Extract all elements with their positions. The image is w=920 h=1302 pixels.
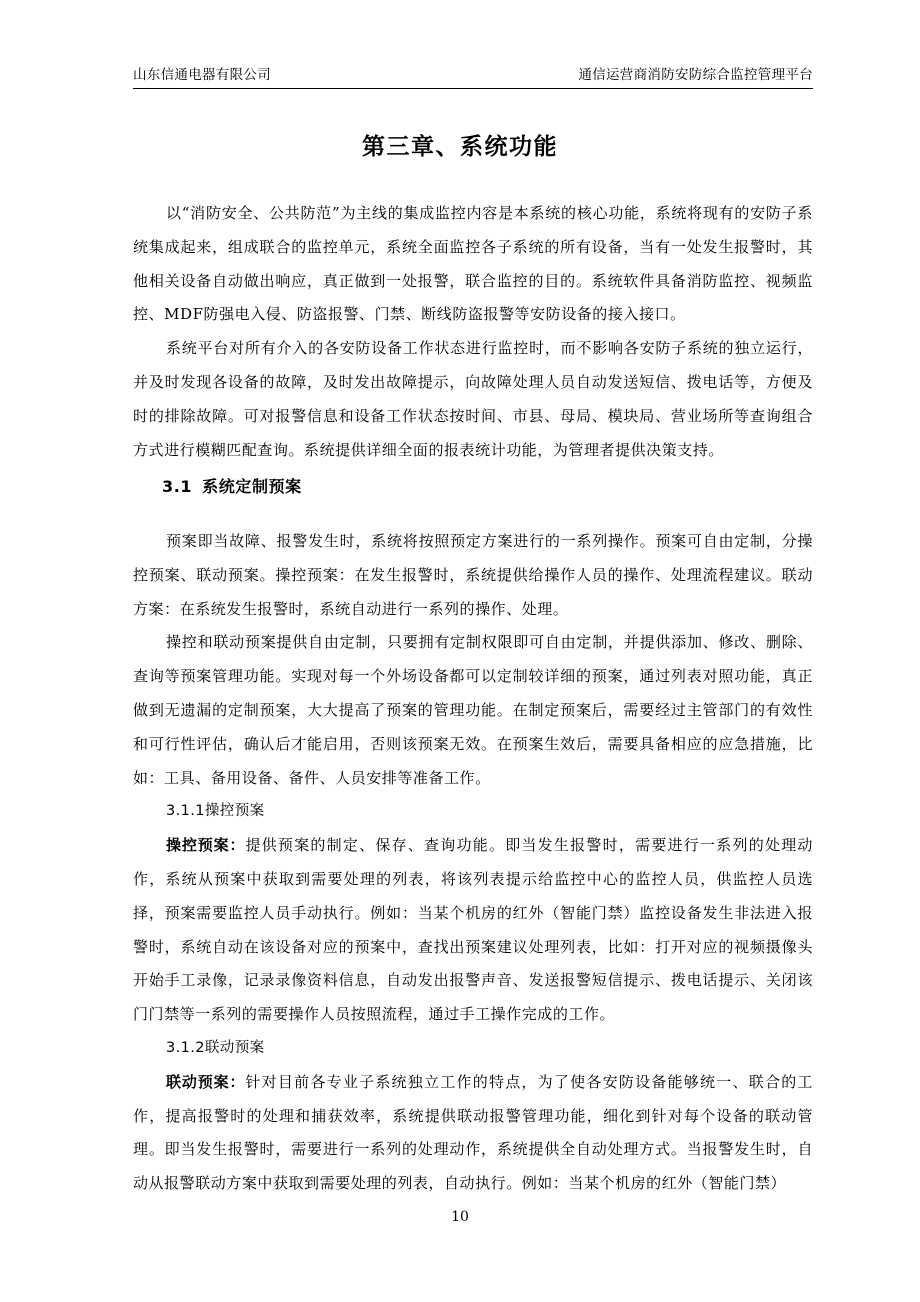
intro-paragraph-1: 以“消防安全、公共防范”为主线的集成监控内容是本系统的核心功能，系统将现有的安防子系统集成起来，组成联合的监控单元，系统全面监控各子系统的所有设备，当有一处发生报警时，其他相关设备自动做出响应，真正做到一处报警，联合监控的目的。系统软件具备消防监控、视频监控、MDF防强电入侵、防盗报警、门禁、断线防盗报警等安防设备的接入接口。 [133, 204, 813, 324]
section-3-1-1-lead: 操控预案： [166, 836, 246, 855]
section-3-1-title: 系统定制预案 [202, 477, 302, 496]
section-3-1-2-paragraph [133, 1066, 813, 1201]
section-3-1-paragraph-2: 操控和联动预案提供自由定制，只要拥有定制权限即可自由定制，并提供添加、修改、删除、查询等预案管理功能。实现对每一个外场设备都可以定制较详细的预案，通过列表对照功能，真正做到无遗漏的定制预案，大大提高了预案的管理功能。在制定预案后，需要经过主管部门的有效性和可行性评估，确认后才能启用，否则该预案无效。在预案生效后，需要具备相应的应急措施，比如：工具、备用设备、备件、人员安排等准备工作。 [133, 633, 813, 787]
section-3-1-number: 3.1 [162, 477, 193, 496]
header-doc-title: 通信运营商消防安防综合监控管理平台 [578, 67, 813, 83]
section-3-1-2-text: 针对目前各专业子系统独立工作的特点，为了使各安防设备能够统一、联合的工作，提高报警时的处理和捕获效率，系统提供联动报警管理功能，细化到针对每个设备的联动管理。即当发生报警时，需要进行一系列的处理动作，系统提供全自动处理方式。当报警发生时，自动从报警联动方案中获取到需要处理的列表，自动执行。例如：当某个机房的红外（智能门禁） [133, 1072, 813, 1193]
section-3-1-2-lead: 联动预案： [166, 1072, 246, 1091]
header-rule [133, 88, 813, 89]
chapter-title: 第三章、系统功能 [362, 134, 558, 160]
intro-paragraph-2: 系统平台对所有介入的各安防设备工作状态进行监控时，而不影响各安防子系统的独立运行，并及时发现各设备的故障，及时发出故障提示，向故障处理人员自动发送短信、拨电话等，方便及时的排除故障。可对报警信息和设备工作状态按时间、市县、母局、模块局、营业场所等查询组合方式进行模糊匹配查询。系统提供详细全面的报表统计功能，为管理者提供决策支持。 [133, 339, 813, 459]
page-header [133, 66, 813, 84]
section-3-1-1-heading: 3.1.1操控预案 [166, 803, 265, 820]
section-3-1-body [133, 525, 813, 1201]
section-3-1-paragraph-1: 预案即当故障、报警发生时，系统将按照预定方案进行的一系列操作。预案可自由定制，分操控预案、联动预案。操控预案：在发生报警时，系统提供给操作人员的操作、处理流程建议。联动方案：在系统发生报警时，系统自动进行一系列的操作、处理。 [133, 532, 813, 618]
section-3-1-2-heading: 3.1.2联动预案 [166, 1039, 265, 1056]
section-3-1-1-text: 提供预案的制定、保存、查询功能。即当发生报警时，需要进行一系列的处理动作，系统从预案中获取到需要处理的列表，将该列表提示给监控中心的监控人员，供监控人员选择，预案需要监控人员手动执行。例如：当某个机房的红外（智能门禁）监控设备发生非法进入报警时，系统自动在该设备对应的预案中，查找出预案建议处理列表，比如：打开对应的视频摄像头开始手工录像，记录录像资料信息，自动发出报警声音、发送报警短信提示、拨电话提示、关闭该门门禁等一系列的需要操作人员按照流程，通过手工操作完成的工作。 [133, 836, 813, 1024]
page-number: 10 [451, 1209, 469, 1225]
section-3-1-heading [162, 472, 302, 502]
section-3-1-1-paragraph [133, 829, 813, 1032]
header-company: 山东信通电器有限公司 [133, 67, 271, 83]
chapter-intro [133, 197, 813, 467]
